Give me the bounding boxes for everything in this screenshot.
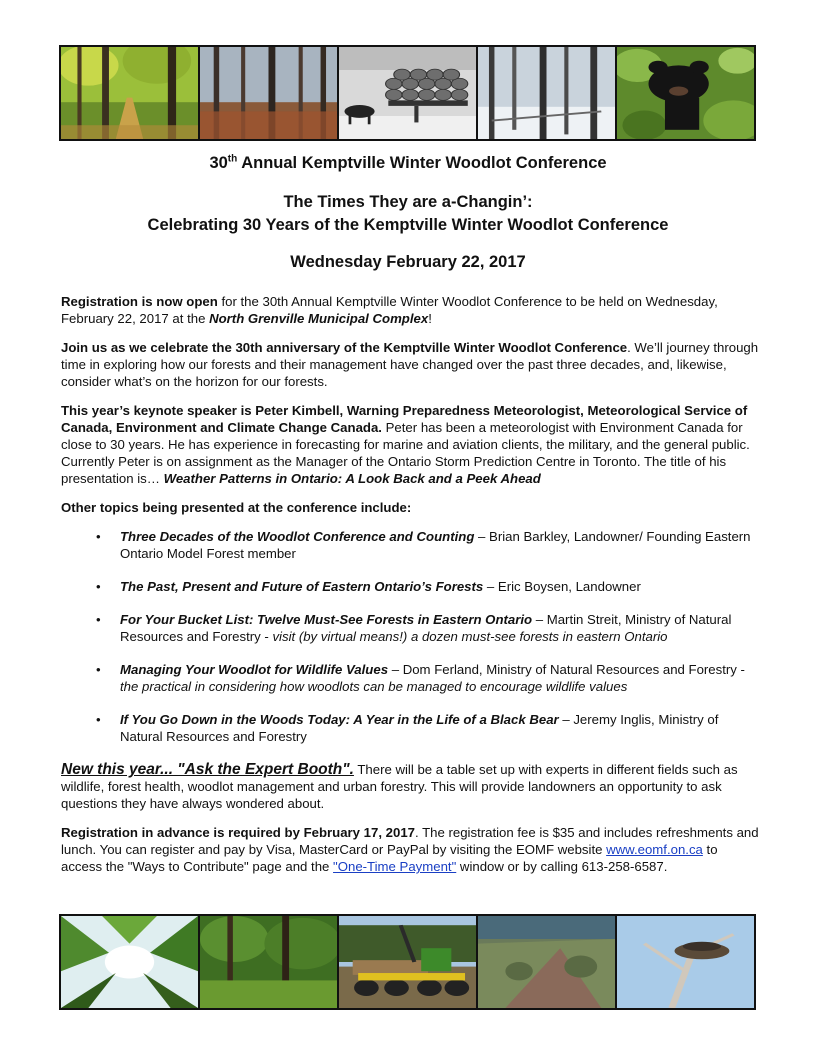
document-body (61, 293, 761, 887)
topic-item: • The Past, Present and Future of Eastern Ontario’s Forests – Eric Boysen, Landowner (96, 579, 641, 594)
subtitle-line-1: The Times They are a-Changin’: (283, 193, 533, 211)
topics-heading: Other topics being presented at the conference include: (61, 500, 412, 515)
new-this-year-heading: New this year... "Ask the Expert Booth". (61, 761, 354, 778)
forest-path-photo (61, 47, 200, 139)
bullet: • (96, 662, 101, 677)
bullet: • (96, 579, 101, 594)
log-sled-horses-photo (339, 47, 478, 139)
winter-forest-photo (478, 47, 617, 139)
registration-paragraph: Registration in advance is required by February 17, 2017. The registration fee is $35 and includes refreshments and lunch. You can register and pay by Visa, MasterCard or PayPal by visiting the EOMF website www.eomf.on.ca to access the "Ways to Contribute" page and the "One-Time Payment" window or by calling 613-258-6587. (61, 825, 759, 874)
bottom-photo-strip (59, 914, 756, 1010)
conference-date: Wednesday February 22, 2017 (290, 253, 526, 271)
topic-item: • For Your Bucket List: Twelve Must-See Forests in Eastern Ontario – Martin Streit, Ministry of Natural Resources and Forestry - visit (by virtual means!) a dozen must-see forests in eastern Ontario (96, 612, 732, 644)
black-bear-photo (617, 47, 754, 139)
new-this-year-paragraph: New this year... "Ask the Expert Booth". There will be a table set up with experts in different fields such as wildlife, forest health, woodlot management and urban forestry. This will provide landowners an opportunity to ask questions they have always wondered about. (61, 761, 738, 811)
conference-title: 30th Annual Kemptville Winter Woodlot Conference (209, 153, 607, 172)
conference-subtitle (0, 191, 816, 237)
topic-item: • Managing Your Woodlot for Wildlife Values – Dom Ferland, Ministry of Natural Resources and Forestry - the practical in considering how woodlots can be managed to encourage wildlife values (96, 662, 745, 694)
top-photo-strip (59, 45, 756, 141)
bullet: • (96, 612, 101, 627)
subtitle-line-2: Celebrating 30 Years of the Kemptville Winter Woodlot Conference (147, 216, 669, 234)
bullet: • (96, 712, 101, 727)
one-time-payment-link[interactable]: "One-Time Payment" (333, 859, 457, 874)
osprey-nest-photo (617, 916, 754, 1008)
topic-item: • Three Decades of the Woodlot Conference and Counting – Brian Barkley, Landowner/ Founding Eastern Ontario Model Forest member (96, 529, 751, 561)
aerial-forest-photo (478, 916, 617, 1008)
topic-item: • If You Go Down in the Woods Today: A Year in the Life of a Black Bear – Jeremy Inglis, Ministry of Natural Resources and Forestry (96, 712, 719, 744)
join-paragraph: Join us as we celebrate the 30th anniversary of the Kemptville Winter Woodlot Conference. We’ll journey through time in exploring how our forests and their management have changed over the past three decades, and, likewise, consider what’s on the horizon for our forests. (61, 340, 759, 389)
intro-paragraph: Registration is now open for the 30th Annual Kemptville Winter Woodlot Conference to be held on Wednesday, February 22, 2017 at the North Grenville Municipal Complex! (61, 294, 718, 326)
eomf-website-link[interactable]: www.eomf.on.ca (606, 842, 703, 857)
autumn-woods-photo (200, 47, 339, 139)
keynote-paragraph: This year’s keynote speaker is Peter Kimbell, Warning Preparedness Meteorologist, Meteorological Service of Canada, Environment and Climate Change Canada. Peter has been a meteorologist with Environment Canada for close to 30 years. He has experience in forecasting for marine and aviation clients, the military, and the general public. Currently Peter is on assignment as the Manager of the Ontario Storm Prediction Centre in Toronto. The title of his presentation is… Weather Patterns in Ontario: A Look Back and a Peek Ahead (61, 403, 750, 486)
canopy-sky-photo (61, 916, 200, 1008)
forwarder-machine-photo (339, 916, 478, 1008)
bullet: • (96, 529, 101, 544)
topics-list (61, 528, 761, 745)
green-forest-photo (200, 916, 339, 1008)
